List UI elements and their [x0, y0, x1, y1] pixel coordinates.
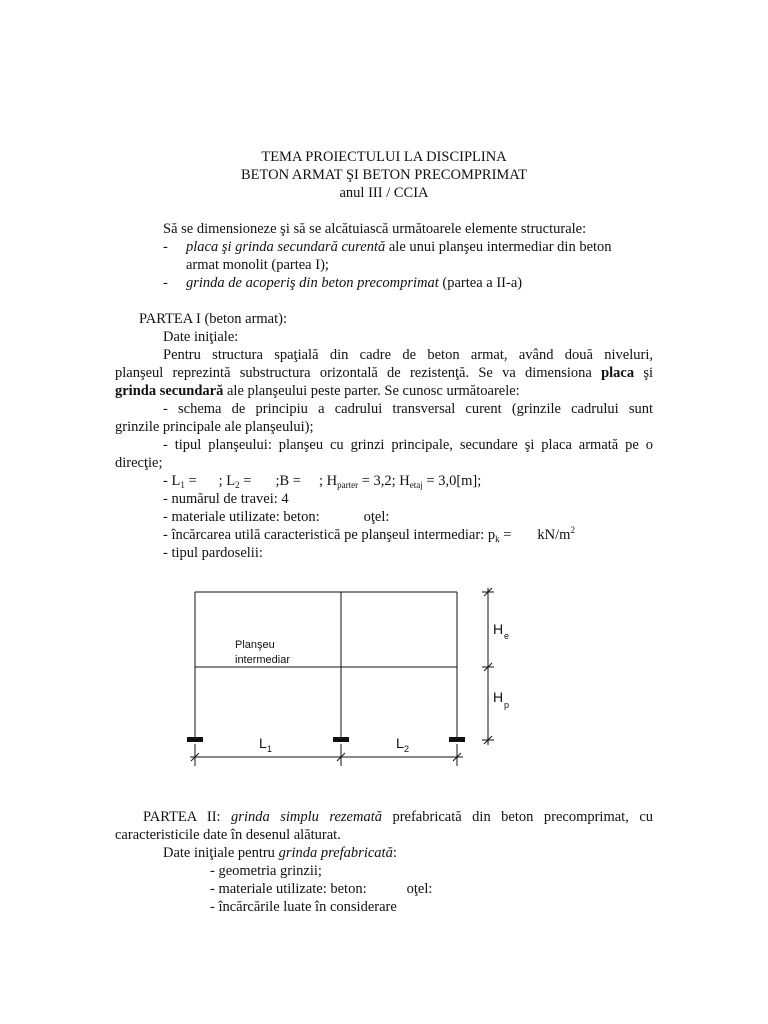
- part1-incarcare-eq: =: [499, 527, 512, 543]
- part2-incarcari: - încărcările luate în considerare: [210, 899, 397, 915]
- part1-schema-line-2: grinzile principale ale planşeului);: [115, 419, 314, 435]
- part2-materiale-otel: oţel:: [406, 881, 433, 897]
- label-hp: H: [493, 689, 504, 705]
- intro-item-1-rest: ale unui planşeu intermediar din beton: [385, 239, 612, 255]
- dim-l2-sub: 2: [235, 480, 240, 490]
- dim-l1-label: - L: [163, 473, 181, 489]
- part1-incarcare-exp: 2: [570, 525, 575, 535]
- label-hp-sub: p: [504, 700, 510, 710]
- part1-paragraph-line-1: Pentru structura spaţială din cadre de beton armat, având două niveluri,: [163, 347, 653, 363]
- title-line-2: BETON ARMAT ŞI BETON PRECOMPRIMAT: [240, 167, 528, 183]
- part1-tip-line-1: - tipul planşeului: planşeu cu grinzi principale, secundare şi placa armată pe o: [163, 437, 653, 453]
- dim-h-label: ; H: [318, 473, 338, 489]
- part2-materiale: [210, 880, 432, 898]
- dim-l2-label: ; L: [218, 473, 236, 489]
- part1-incarcare-text: - încărcarea utilă caracteristică pe planşeul intermediar: p: [163, 527, 496, 543]
- part2-geometria: - geometria grinzii;: [210, 863, 322, 879]
- part1-tip-line-2: direcţie;: [115, 455, 163, 471]
- part2-heading-rest: prefabricată din beton precomprimat, cu: [381, 809, 654, 825]
- label-l2-sub: 2: [404, 744, 410, 754]
- part2-heading-line-2: caracteristicile date în desenul alăturat.: [115, 827, 341, 843]
- label-plansheu-1: Planşeu: [235, 639, 275, 651]
- title-line-3: anul III / CCIA: [339, 185, 429, 201]
- part2-date-colon: :: [392, 845, 397, 861]
- part1-materiale-otel: oţel:: [363, 509, 390, 525]
- part2-materiale-beton: - materiale utilizate: beton:: [210, 881, 367, 897]
- support-right: [449, 737, 465, 742]
- intro-item-1-cont: armat monolit (partea I);: [186, 257, 329, 273]
- intro-item-1-italic: placa şi grinda secundară curentă: [186, 239, 386, 255]
- support-middle: [333, 737, 349, 742]
- dim-hetaj-val: = 3,0[m];: [422, 473, 482, 489]
- part1-paragraph-line-3-rest: ale planşeului peste parter. Se cunosc următoarele:: [223, 383, 520, 399]
- label-plansheu-2: intermediar: [235, 654, 291, 666]
- support-left: [187, 737, 203, 742]
- dim-l2-eq: =: [239, 473, 252, 489]
- intro-item-2-italic: grinda de acoperiş din beton precomprimat: [186, 275, 439, 291]
- part1-incarcare-unit: kN/m: [537, 527, 571, 543]
- part1-schema-line-1: - schema de principiu a cadrului transversal curent (grinzile cadrului sunt: [163, 401, 653, 417]
- intro-item-2-dash: -: [163, 275, 168, 291]
- dim-b-label: ;B =: [275, 473, 301, 489]
- label-l1: L: [259, 735, 267, 751]
- dim-l1-sub: 1: [180, 480, 185, 490]
- part1-pardoseli: - tipul pardoselii:: [163, 545, 263, 561]
- part2-date: [163, 844, 397, 862]
- part1-bold-grinda: grinda secundară: [115, 383, 224, 399]
- part1-heading: PARTEA I (beton armat):: [139, 311, 288, 327]
- part1-paragraph-line-2-text: planşeul reprezintă substructura orizontală de rezistenţă. Se va dimensiona: [115, 365, 592, 381]
- dim-hparter-val: = 3,2; H: [358, 473, 410, 489]
- part2-heading: [143, 808, 653, 826]
- part1-and: şi: [634, 365, 654, 381]
- part1-incarcare-sub: k: [495, 534, 500, 544]
- label-l2: L: [396, 735, 404, 751]
- label-l1-sub: 1: [267, 744, 273, 754]
- part1-date-label: Date iniţiale:: [163, 329, 239, 345]
- dim-hetaj-sub: etaj: [409, 480, 423, 490]
- label-he: H: [493, 621, 504, 637]
- part1-travei: - numărul de travei: 4: [163, 491, 289, 507]
- part2-heading-italic: grinda simplu rezemată: [231, 809, 382, 825]
- part2-date-italic: grinda prefabricată: [278, 845, 393, 861]
- part2-date-label: Date iniţiale pentru: [163, 845, 279, 861]
- part2-heading-text: PARTEA II:: [143, 809, 232, 825]
- intro-item-2-rest: (partea a II-a): [438, 275, 523, 291]
- part1-materiale-beton: - materiale utilizate: beton:: [163, 509, 320, 525]
- intro-lead: Să se dimensioneze şi să se alcătuiască următoarele elemente structurale:: [163, 221, 587, 237]
- label-he-sub: e: [504, 631, 510, 641]
- title-line-1: TEMA PROIECTULUI LA DISCIPLINA: [261, 149, 507, 165]
- dim-l1-eq: =: [184, 473, 197, 489]
- intro-item-1-dash: -: [163, 239, 168, 255]
- part1-bold-placa: placa: [601, 365, 635, 381]
- dim-hparter-sub: parter: [337, 480, 359, 490]
